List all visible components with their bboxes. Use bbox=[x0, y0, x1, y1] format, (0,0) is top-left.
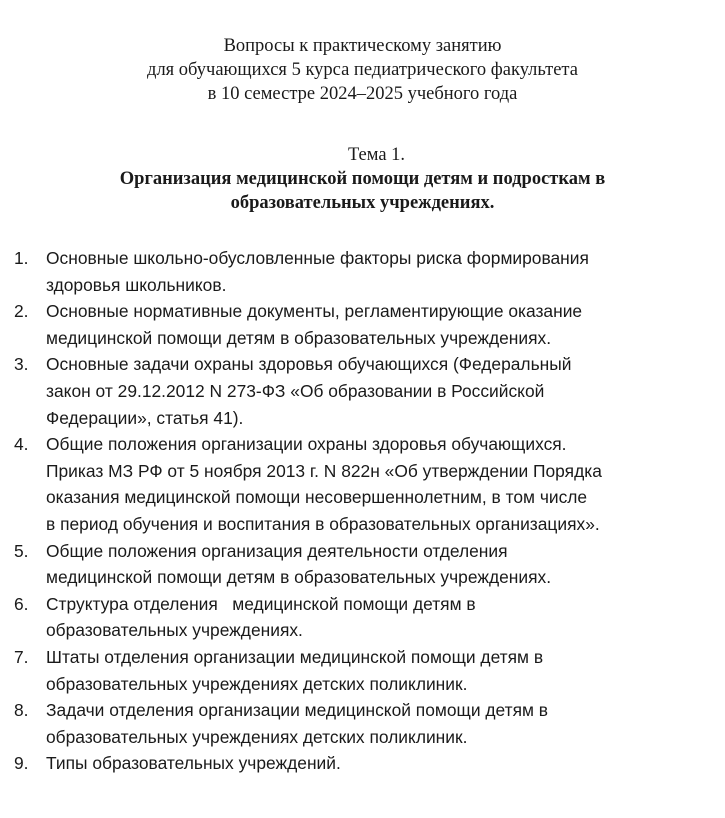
question-text-line: Основные нормативные документы, регламентирующие оказание bbox=[46, 301, 583, 322]
question-text-line: оказания медицинской помощи несовершеннолетним, в том числе bbox=[46, 487, 588, 508]
header-line: для обучающихся 5 курса педиатрического факультета bbox=[147, 60, 578, 80]
question-number: 7. bbox=[14, 646, 29, 667]
question-number: 5. bbox=[14, 540, 29, 561]
question-text-line: Основные задачи охраны здоровья обучающихся (Федеральный bbox=[46, 354, 572, 375]
question-item bbox=[14, 750, 719, 777]
question-text-line: медицинской помощи детям в образовательных учреждениях. bbox=[46, 567, 552, 588]
question-number: 2. bbox=[14, 301, 29, 322]
topic-label: Тема 1. bbox=[347, 145, 406, 165]
question-list bbox=[14, 245, 719, 777]
question-number: 3. bbox=[14, 354, 29, 375]
question-text-line: Штаты отделения организации медицинской помощи детям в bbox=[46, 646, 544, 667]
question-text-line: Общие положения организации охраны здоровья обучающихся. bbox=[46, 434, 567, 455]
question-text-line: Общие положения организация деятельности отделения bbox=[46, 540, 508, 561]
question-text-line: Структура отделения медицинской помощи детям в bbox=[46, 593, 476, 614]
question-text-line: Основные школьно-обусловленные факторы риска формирования bbox=[46, 248, 589, 268]
question-text-line: Типы образовательных учреждений. bbox=[46, 753, 341, 774]
question-number: 6. bbox=[14, 593, 29, 614]
question-item bbox=[14, 538, 719, 591]
question-text-line: в период обучения и воспитания в образовательных организациях». bbox=[46, 513, 600, 534]
question-text-line: Приказ МЗ РФ от 5 ноября 2013 г. N 822н «Об утверждении Порядка bbox=[46, 460, 602, 481]
question-text-line: образовательных учреждениях. bbox=[46, 620, 303, 641]
topic-title-line: образовательных учреждениях. bbox=[230, 193, 495, 213]
question-item bbox=[14, 298, 719, 351]
question-text-line: Задачи отделения организации медицинской помощи детям в bbox=[46, 700, 549, 721]
topic-heading bbox=[0, 143, 725, 215]
question-number: 9. bbox=[14, 753, 29, 774]
topic-title-line: Организация медицинской помощи детям и подросткам в bbox=[119, 169, 606, 189]
question-number: 8. bbox=[14, 700, 29, 721]
question-text-line: образовательных учреждениях детских поликлиник. bbox=[46, 726, 468, 747]
question-text-line: образовательных учреждениях детских поликлиник. bbox=[46, 673, 468, 694]
question-item bbox=[14, 245, 719, 298]
question-text-line: здоровья школьников. bbox=[46, 274, 227, 295]
question-item bbox=[14, 644, 719, 697]
header-line: Вопросы к практическому занятию bbox=[223, 36, 502, 56]
question-text-line: закон от 29.12.2012 N 273-ФЗ «Об образовании в Российской bbox=[46, 380, 545, 401]
question-item bbox=[14, 697, 719, 750]
question-number: 1. bbox=[14, 248, 29, 268]
question-item bbox=[14, 351, 719, 431]
question-item bbox=[14, 591, 719, 644]
question-text-line: медицинской помощи детям в образовательных учреждениях. bbox=[46, 327, 552, 348]
header-line: в 10 семестре 2024–2025 учебного года bbox=[207, 84, 518, 104]
question-item bbox=[14, 431, 719, 537]
question-number: 4. bbox=[14, 434, 29, 455]
document-header bbox=[0, 34, 725, 106]
question-text-line: Федерации», статья 41). bbox=[46, 407, 244, 428]
